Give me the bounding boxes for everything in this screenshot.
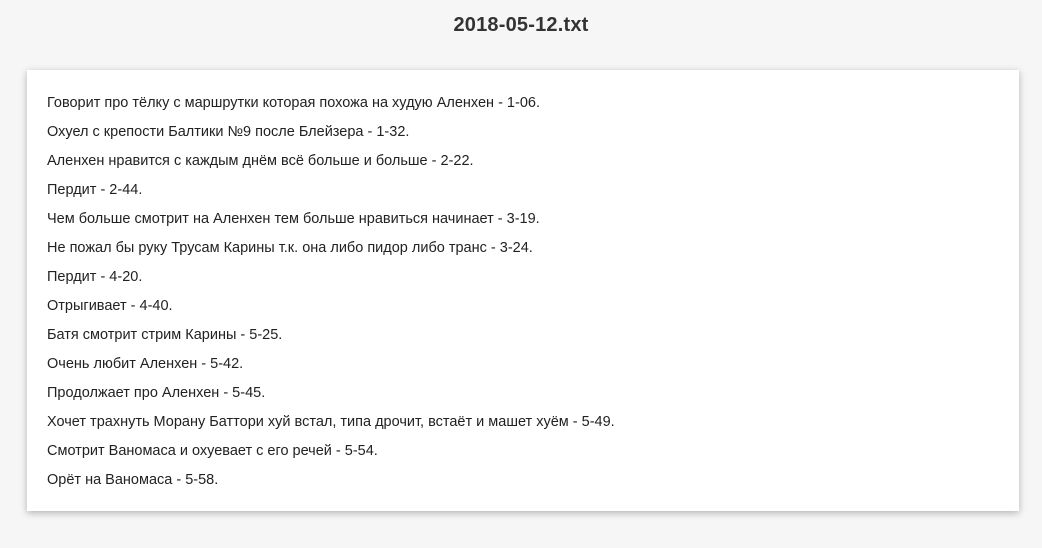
document-line: Отрыгивает - 4-40.	[47, 298, 173, 314]
document-lines	[47, 89, 999, 495]
document-line: Пердит - 4-20.	[47, 269, 143, 285]
document-line: Очень любит Аленхен - 5-42.	[47, 356, 244, 372]
file-title: 2018-05-12.txt	[453, 14, 589, 36]
document-line: Орёт на Ваномаса - 5-58.	[47, 472, 219, 488]
document-line: Чем больше смотрит на Аленхен тем больше нравиться начинает - 3-19.	[47, 211, 540, 227]
document-line: Аленхен нравится с каждым днём всё больше и больше - 2-22.	[47, 153, 474, 169]
document-line: Батя смотрит стрим Карины - 5-25.	[47, 327, 283, 343]
document-line: Смотрит Ваномаса и охуевает с его речей - 5-54.	[47, 443, 378, 459]
document-line: Хочет трахнуть Морану Баттори хуй встал, типа дрочит, встаёт и машет хуём - 5-49.	[47, 414, 615, 430]
document-line: Говорит про тёлку с маршрутки которая похожа на худую Аленхен - 1-06.	[47, 95, 540, 111]
document-line: Продолжает про Аленхен - 5-45.	[47, 385, 266, 401]
document-line: Пердит - 2-44.	[47, 182, 143, 198]
document-line: Охуел с крепости Балтики №9 после Блейзера - 1-32.	[47, 124, 410, 140]
document-line: Не пожал бы руку Трусам Карины т.к. она либо пидор либо транс - 3-24.	[47, 240, 533, 256]
document-card	[27, 70, 1019, 511]
